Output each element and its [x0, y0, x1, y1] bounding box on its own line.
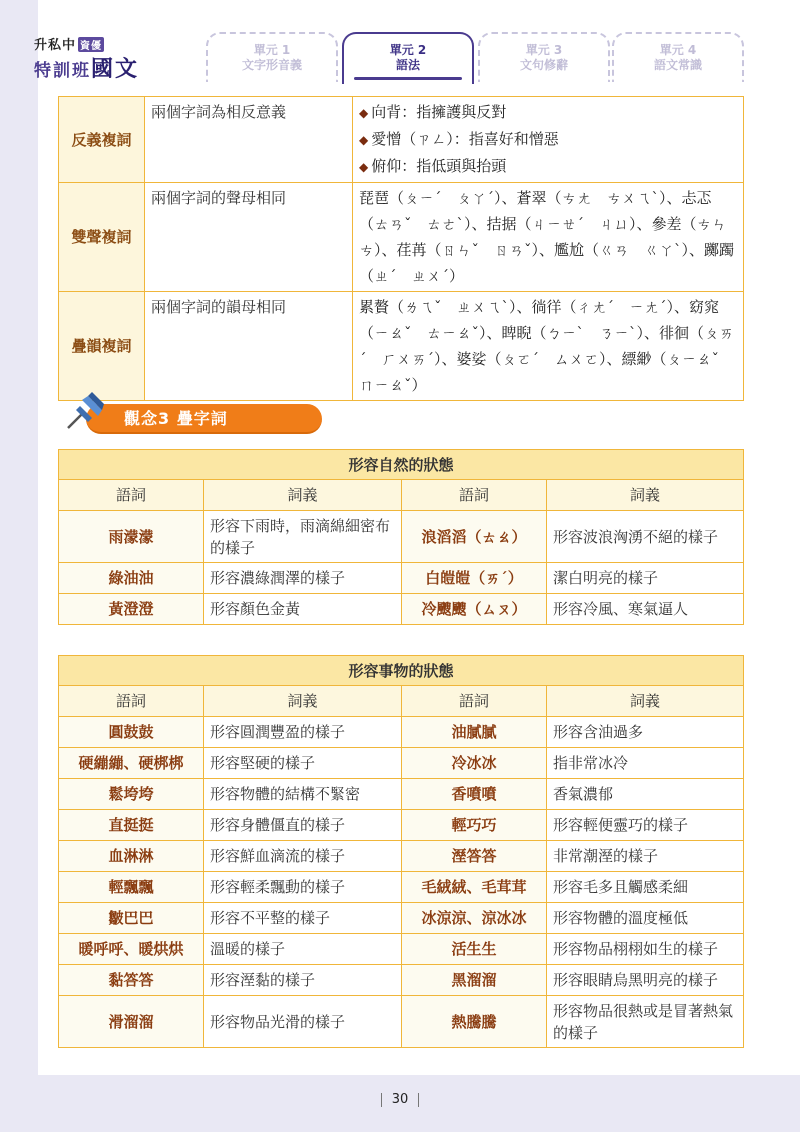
word-cell: 熱騰騰: [402, 996, 547, 1048]
word-cell: 黃澄澄: [59, 594, 204, 625]
column-header: 詞義: [547, 686, 744, 717]
examples-cell: [353, 97, 744, 183]
meaning-cell: 形容輕便靈巧的樣子: [547, 810, 744, 841]
page-footer: [0, 1092, 800, 1107]
examples-cell: 琵琶（ㄆㄧˊ ㄆㄚˊ）、蒼翠（ㄘㄤ ㄘㄨㄟˋ）、忐忑（ㄊㄢˇ ㄊㄜˋ）、拮据（ㄐㄧㄝˊ ㄐㄩ）、參差（ㄘㄣ ㄘ）、荏苒（ㄖㄣˇ ㄖㄢˇ）、尷尬（ㄍㄢ ㄍㄚˋ）、躑躅（ㄓˊ ㄓㄨˊ）: [353, 183, 744, 292]
meaning-cell: 形容物體的結構不緊密: [204, 779, 402, 810]
word-cell: 香噴噴: [402, 779, 547, 810]
meaning-cell: 形容輕柔飄動的樣子: [204, 872, 402, 903]
pushpin-icon: [62, 392, 106, 432]
tab-unit-4[interactable]: [612, 32, 744, 82]
tab-unit-2[interactable]: [342, 32, 474, 84]
concept-label: 觀念3 疊字詞: [86, 404, 322, 434]
column-header: 語詞: [402, 480, 547, 511]
tab-unit-2-num: 單元 2: [389, 43, 427, 57]
table-row: [59, 97, 744, 183]
footer-divider-left: [381, 1093, 382, 1107]
definition-cell: 兩個字詞的韻母相同: [145, 292, 353, 401]
word-cell: 浪滔滔（ㄊㄠ）: [402, 511, 547, 563]
word-cell: 硬繃繃、硬梆梆: [59, 748, 204, 779]
meaning-cell: 形容物品栩栩如生的樣子: [547, 934, 744, 965]
term-cell: 雙聲複詞: [59, 183, 145, 292]
diamond-bullet-icon: ◆: [359, 133, 369, 147]
column-header: 語詞: [59, 480, 204, 511]
word-cell: 毛絨絨、毛茸茸: [402, 872, 547, 903]
meaning-cell: 形容堅硬的樣子: [204, 748, 402, 779]
concept-heading: [62, 392, 262, 434]
table-row: [59, 965, 744, 996]
book-logo: [34, 34, 174, 82]
meaning-cell: 形容冷風、寒氣逼人: [547, 594, 744, 625]
tab-unit-2-name: 語法: [395, 58, 420, 72]
word-cell: 白皚皚（ㄞˊ）: [402, 563, 547, 594]
nature-reduplication-table: [58, 449, 744, 625]
word-cell: 直挺挺: [59, 810, 204, 841]
table-row: [59, 563, 744, 594]
meaning-cell: 非常潮溼的樣子: [547, 841, 744, 872]
meaning-cell: 形容物品光滑的樣子: [204, 996, 402, 1048]
meaning-cell: 形容不平整的樣子: [204, 903, 402, 934]
tab-unit-4-name: 語文常識: [653, 58, 702, 72]
word-cell: 黏答答: [59, 965, 204, 996]
table-row: [59, 903, 744, 934]
tab-unit-4-num: 單元 4: [659, 43, 697, 57]
table-row: [59, 511, 744, 563]
word-cell: 黑溜溜: [402, 965, 547, 996]
logo-subject: 國文: [91, 57, 140, 82]
meaning-cell: 形容含油過多: [547, 717, 744, 748]
word-cell: 綠油油: [59, 563, 204, 594]
compound-words-table: [58, 96, 744, 401]
table-row: [59, 934, 744, 965]
tab-unit-3[interactable]: [478, 32, 610, 82]
example-item: 向背：指擁護與反對: [371, 103, 507, 121]
meaning-cell: 形容身體僵直的樣子: [204, 810, 402, 841]
tab-unit-3-name: 文句修辭: [519, 58, 568, 72]
column-header: 詞義: [547, 480, 744, 511]
footer-divider-right: [418, 1093, 419, 1107]
definition-cell: 兩個字詞為相反意義: [145, 97, 353, 183]
word-cell: 鬆垮垮: [59, 779, 204, 810]
table-row: [59, 841, 744, 872]
table-row: [59, 594, 744, 625]
meaning-cell: 形容物體的溫度極低: [547, 903, 744, 934]
term-cell: 反義複詞: [59, 97, 145, 183]
word-cell: 冷冰冰: [402, 748, 547, 779]
table-title: 形容自然的狀態: [59, 450, 744, 480]
meaning-cell: 形容濃綠潤澤的樣子: [204, 563, 402, 594]
table-row: [59, 183, 744, 292]
meaning-cell: 形容鮮血滴流的樣子: [204, 841, 402, 872]
example-item: 愛憎（ㄗㄥ）：指喜好和憎惡: [371, 130, 559, 148]
word-cell: 溼答答: [402, 841, 547, 872]
word-cell: 雨濛濛: [59, 511, 204, 563]
table-row: [59, 748, 744, 779]
table-row: [59, 779, 744, 810]
page-margin-left: [0, 0, 38, 1132]
word-cell: 活生生: [402, 934, 547, 965]
example-item: 俯仰：指低頭與抬頭: [371, 157, 507, 175]
word-cell: 暖呼呼、暖烘烘: [59, 934, 204, 965]
diamond-bullet-icon: ◆: [359, 106, 369, 120]
word-cell: 輕巧巧: [402, 810, 547, 841]
page-number: 30: [391, 1092, 409, 1107]
things-table-body: [59, 717, 744, 1048]
column-header: 語詞: [402, 686, 547, 717]
meaning-cell: 形容顏色金黃: [204, 594, 402, 625]
logo-series: 特訓班: [34, 61, 91, 81]
things-reduplication-table: [58, 655, 744, 1048]
meaning-cell: 形容波浪洶湧不絕的樣子: [547, 511, 744, 563]
table-row: [59, 872, 744, 903]
meaning-cell: 指非常冰冷: [547, 748, 744, 779]
word-cell: 油膩膩: [402, 717, 547, 748]
meaning-cell: 形容圓潤豐盈的樣子: [204, 717, 402, 748]
meaning-cell: 形容下雨時，雨滴綿細密布的樣子: [204, 511, 402, 563]
word-cell: 圓鼓鼓: [59, 717, 204, 748]
table-row: [59, 292, 744, 401]
examples-cell: 累贅（ㄌㄟˇ ㄓㄨㄟˋ）、徜徉（ㄔㄤˊ ㄧㄤˊ）、窈窕（ㄧㄠˇ ㄊㄧㄠˇ）、睥睨（ㄅㄧˋ ㄋㄧˋ）、徘徊（ㄆㄞˊ ㄏㄨㄞˊ）、婆娑（ㄆㄛˊ ㄙㄨㄛ）、縹緲（ㄆㄧㄠˇ ㄇㄧㄠˇ）: [353, 292, 744, 401]
meaning-cell: 潔白明亮的樣子: [547, 563, 744, 594]
table-row: [59, 996, 744, 1048]
term-cell: 疊韻複詞: [59, 292, 145, 401]
word-cell: 皺巴巴: [59, 903, 204, 934]
meaning-cell: 形容毛多且觸感柔細: [547, 872, 744, 903]
word-cell: 冷颼颼（ㄙㄡ）: [402, 594, 547, 625]
tab-unit-1[interactable]: [206, 32, 338, 82]
word-cell: 滑溜溜: [59, 996, 204, 1048]
meaning-cell: 香氣濃郁: [547, 779, 744, 810]
table-row: [59, 810, 744, 841]
tab-unit-3-num: 單元 3: [525, 43, 563, 57]
meaning-cell: 溫暖的樣子: [204, 934, 402, 965]
word-cell: 血淋淋: [59, 841, 204, 872]
tab-unit-1-name: 文字形音義: [241, 58, 302, 72]
column-header: 詞義: [204, 480, 402, 511]
tab-unit-1-num: 單元 1: [253, 43, 291, 57]
unit-tabs: [206, 32, 746, 80]
meaning-cell: 形容物品很熱或是冒著熱氣的樣子: [547, 996, 744, 1048]
diamond-bullet-icon: ◆: [359, 160, 369, 174]
table-title: 形容事物的狀態: [59, 656, 744, 686]
table-row: [59, 717, 744, 748]
word-cell: 輕飄飄: [59, 872, 204, 903]
word-cell: 冰涼涼、涼冰冰: [402, 903, 547, 934]
logo-badge: 資優: [78, 37, 104, 52]
column-header: 語詞: [59, 686, 204, 717]
definition-cell: 兩個字詞的聲母相同: [145, 183, 353, 292]
logo-top-text: 升私中: [34, 38, 77, 53]
meaning-cell: 形容眼睛烏黑明亮的樣子: [547, 965, 744, 996]
column-header: 詞義: [204, 686, 402, 717]
meaning-cell: 形容溼黏的樣子: [204, 965, 402, 996]
